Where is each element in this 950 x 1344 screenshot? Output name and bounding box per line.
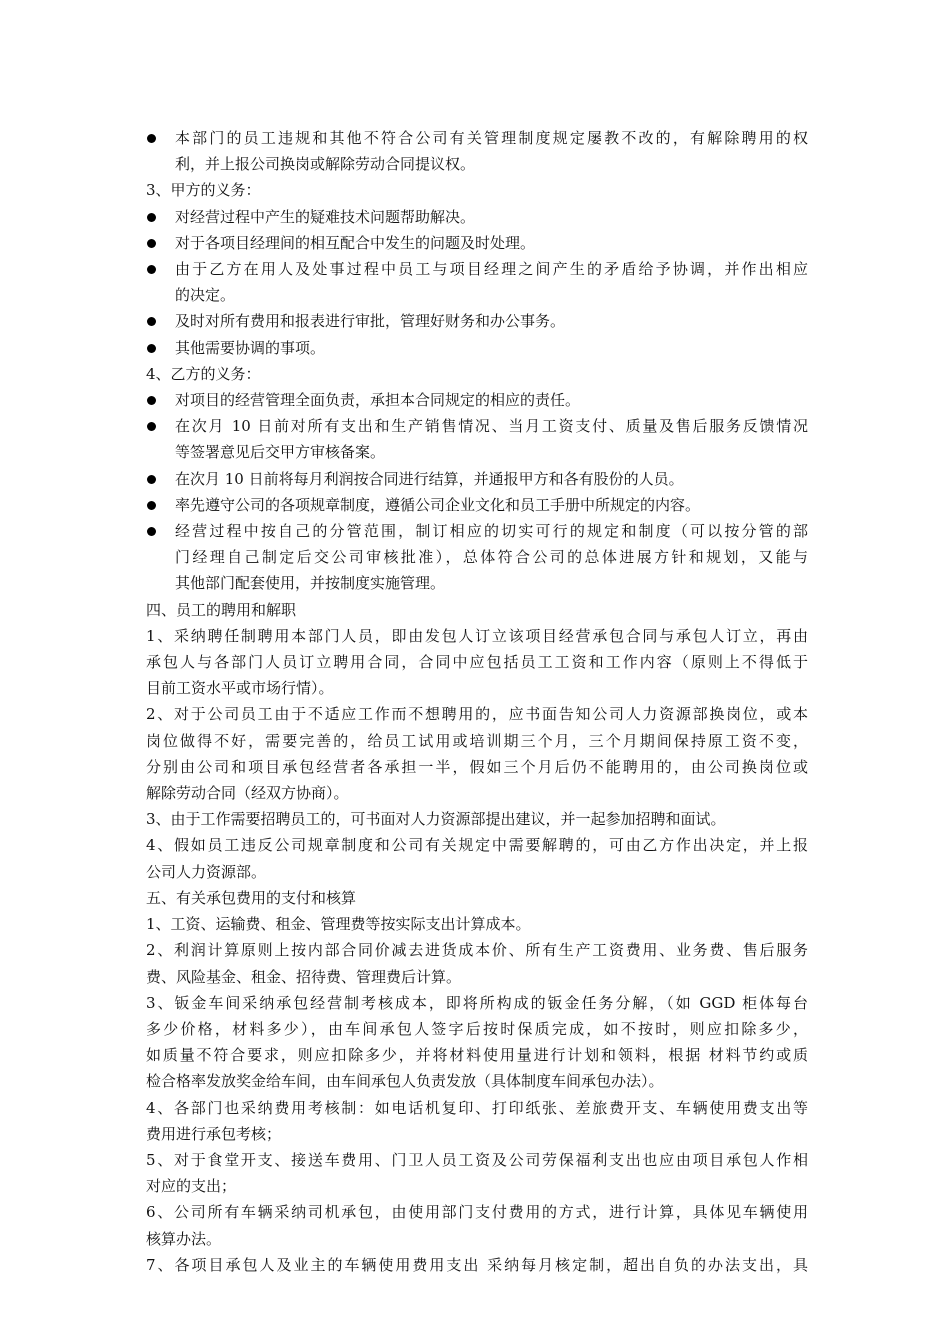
bullet-item-continuation xyxy=(146,151,808,177)
line-text: 目前工资水平或市场行情）。 xyxy=(146,679,334,698)
line-text: 其他需要协调的事项。 xyxy=(175,338,326,357)
bullet-item xyxy=(146,204,808,230)
paragraph-line xyxy=(146,937,808,963)
paragraph-line xyxy=(146,885,808,911)
bullet-item-continuation xyxy=(146,282,808,308)
line-text: 3、甲方的义务： xyxy=(146,181,261,200)
paragraph-line xyxy=(146,361,808,387)
paragraph-line xyxy=(146,832,808,858)
bullet-item xyxy=(146,230,808,256)
line-text: 6、公司所有车辆采纳司机承包，由使用部门支付费用的方式，进行计算，具体见车辆使用 xyxy=(146,1203,808,1222)
line-text: 4、乙方的义务： xyxy=(146,364,261,383)
line-text: 多少价格，材料多少），由车间承包人签字后按时保质完成，如不按时，则应扣除多少， xyxy=(146,1019,808,1038)
line-text: 费、风险基金、租金、招待费、管理费后计算。 xyxy=(146,967,462,986)
line-text: 对经营过程中产生的疑难技术问题帮助解决。 xyxy=(175,207,476,226)
line-text: 对项目的经营管理全面负责，承担本合同规定的相应的责任。 xyxy=(175,391,581,410)
bullet-item-continuation xyxy=(146,439,808,465)
line-text: 7、各项目承包人及业主的车辆使用费用支出 采纳每月核定制，超出自负的办法支出，具 xyxy=(146,1255,808,1274)
bullet-item xyxy=(146,256,808,282)
bullet-item xyxy=(146,335,808,361)
paragraph-line xyxy=(146,675,808,701)
paragraph-line xyxy=(146,701,808,727)
paragraph-line xyxy=(146,1226,808,1252)
line-text: 对于各项目经理间的相互配合中发生的问题及时处理。 xyxy=(175,233,536,252)
line-text: 本部门的员工违规和其他不符合公司有关管理制度规定屡教不改的，有解除聘用的权 xyxy=(175,129,808,147)
paragraph-line xyxy=(146,728,808,754)
bullet-item-continuation xyxy=(146,544,808,570)
bullet-item-continuation xyxy=(146,570,808,596)
bullet-dot-icon xyxy=(147,134,156,143)
paragraph-line xyxy=(146,623,808,649)
line-text: 1、工资、运输费、租金、管理费等按实际支出计算成本。 xyxy=(146,915,531,934)
line-text: 在次月 10 日前对所有支出和生产销售情况、当月工资支付、质量及售后服务反馈情况 xyxy=(175,417,808,436)
bullet-dot-icon xyxy=(147,213,156,222)
bullet-dot-icon xyxy=(147,239,156,248)
bullet-dot-icon xyxy=(147,475,156,484)
paragraph-line xyxy=(146,1016,808,1042)
bullet-dot-icon xyxy=(147,501,156,510)
line-text: 如质量不符合要求，则应扣除多少，并将材料使用量进行计划和领料，根据 材料节约或质 xyxy=(146,1046,808,1065)
line-text: 及时对所有费用和报表进行审批，管理好财务和办公事务。 xyxy=(175,312,566,331)
line-text: 5、对于食堂开支、接送车费用、门卫人员工资及公司劳保福利支出也应由项目承包人作相 xyxy=(146,1150,808,1169)
paragraph-line xyxy=(146,806,808,832)
line-text: 在次月 10 日前将每月利润按合同进行结算，并通报甲方和各有股份的人员。 xyxy=(175,469,684,488)
paragraph-line xyxy=(146,1147,808,1173)
paragraph-line xyxy=(146,990,808,1016)
line-text: 核算办法。 xyxy=(146,1229,222,1248)
bullet-item xyxy=(146,492,808,518)
paragraph-line xyxy=(146,911,808,937)
line-text: 承包人与各部门人员订立聘用合同，合同中应包括员工工资和工作内容（原则上不得低于 xyxy=(146,653,808,672)
line-text: 解除劳动合同（经双方协商）。 xyxy=(146,784,349,803)
bullet-dot-icon xyxy=(147,422,156,431)
line-text: 费用进行承包考核； xyxy=(146,1124,282,1143)
paragraph-line xyxy=(146,1042,808,1068)
line-text: 2、对于公司员工由于不适应工作而不想聘用的，应书面告知公司人力资源部换岗位，或本 xyxy=(146,705,808,724)
bullet-item xyxy=(146,466,808,492)
line-text: 门经理自己制定后交公司审核批准），总体符合公司的总体进展方针和规划，又能与 xyxy=(175,548,808,567)
paragraph-line xyxy=(146,754,808,780)
paragraph-line xyxy=(146,1068,808,1094)
bullet-dot-icon xyxy=(147,265,156,274)
line-text: 的决定。 xyxy=(175,286,236,305)
line-text: 等签署意见后交甲方审核备案。 xyxy=(175,443,386,462)
line-text: 检合格率发放奖金给车间，由车间承包人负责发放（具体制度车间承包办法）。 xyxy=(146,1072,664,1091)
bullet-item xyxy=(146,308,808,334)
line-text: 四、员工的聘用和解职 xyxy=(146,600,297,619)
line-text: 率先遵守公司的各项规章制度，遵循公司企业文化和员工手册中所规定的内容。 xyxy=(175,495,701,514)
paragraph-line xyxy=(146,597,808,623)
paragraph-line xyxy=(146,780,808,806)
line-text: 五、有关承包费用的支付和核算 xyxy=(146,888,357,907)
paragraph-line xyxy=(146,859,808,885)
line-text: 其他部门配套使用，并按制度实施管理。 xyxy=(175,574,446,593)
line-text: 1、采纳聘任制聘用本部门人员，即由发包人订立该项目经营承包合同与承包人订立，再由 xyxy=(146,626,808,645)
bullet-item xyxy=(146,387,808,413)
paragraph-line xyxy=(146,1252,808,1278)
line-text: 4、各部门也采纳费用考核制：如电话机复印、打印纸张、差旅费开支、车辆使用费支出等 xyxy=(146,1098,808,1117)
paragraph-line xyxy=(146,1095,808,1121)
line-text: 由于乙方在用人及处事过程中员工与项目经理之间产生的矛盾给予协调，并作出相应 xyxy=(175,260,808,279)
paragraph-line xyxy=(146,1199,808,1225)
document-body xyxy=(146,125,808,1278)
bullet-item xyxy=(146,518,808,544)
bullet-item xyxy=(146,125,808,151)
bullet-dot-icon xyxy=(147,527,156,536)
paragraph-line xyxy=(146,1173,808,1199)
line-text: 利，并上报公司换岗或解除劳动合同提议权。 xyxy=(175,155,476,174)
paragraph-line xyxy=(146,177,808,203)
bullet-dot-icon xyxy=(147,344,156,353)
line-text: 2、利润计算原则上按内部合同价减去进货成本价、所有生产工资费用、业务费、售后服务 xyxy=(146,941,808,960)
line-text: 公司人力资源部。 xyxy=(146,862,267,881)
paragraph-line xyxy=(146,1121,808,1147)
line-text: 经营过程中按自己的分管范围，制订相应的切实可行的规定和制度（可以按分管的部 xyxy=(175,522,808,541)
bullet-dot-icon xyxy=(147,396,156,405)
line-text: 3、钣金车间采纳承包经营制考核成本，即将所构成的钣金任务分解，（如 GGD 柜体每台 xyxy=(146,993,808,1012)
line-text: 3、由于工作需要招聘员工的，可书面对人力资源部提出建议，并一起参加招聘和面试。 xyxy=(146,810,726,829)
line-text: 4、假如员工违反公司规章制度和公司有关规定中需要解聘的，可由乙方作出决定，并上报 xyxy=(146,836,808,855)
paragraph-line xyxy=(146,964,808,990)
paragraph-line xyxy=(146,649,808,675)
line-text: 分别由公司和项目承包经营者各承担一半，假如三个月后仍不能聘用的，由公司换岗位或 xyxy=(146,757,808,776)
line-text: 对应的支出； xyxy=(146,1177,237,1196)
bullet-item xyxy=(146,413,808,439)
bullet-dot-icon xyxy=(147,317,156,326)
line-text: 岗位做得不好，需要完善的，给员工试用或培训期三个月，三个月期间保持原工资不变， xyxy=(146,731,808,750)
